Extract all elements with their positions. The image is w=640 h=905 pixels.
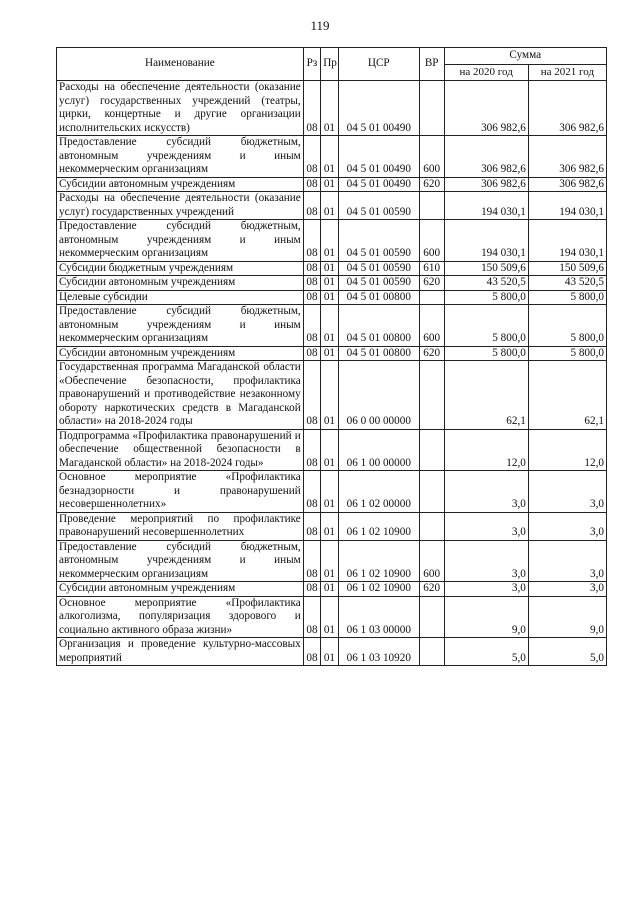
row-name: Предоставление субсидий бюджетным, автономным учреждениям и иным некоммерческим организациям xyxy=(57,305,304,347)
row-sum-2020: 3,0 xyxy=(444,512,528,540)
table-row xyxy=(57,305,607,347)
row-pr: 01 xyxy=(321,429,338,471)
row-rz: 08 xyxy=(303,638,320,666)
budget-table xyxy=(56,47,607,666)
row-sum-2020: 9,0 xyxy=(444,596,528,638)
row-pr: 01 xyxy=(321,346,338,361)
header-sum: Сумма xyxy=(444,48,606,65)
row-csr: 06 1 02 00000 xyxy=(338,471,419,513)
row-vr xyxy=(419,290,444,305)
row-pr: 01 xyxy=(321,290,338,305)
row-vr xyxy=(419,638,444,666)
table-row xyxy=(57,582,607,597)
header-rz: Рз xyxy=(303,48,320,81)
row-vr xyxy=(419,471,444,513)
row-csr: 06 1 03 10920 xyxy=(338,638,419,666)
row-rz: 08 xyxy=(303,471,320,513)
row-pr: 01 xyxy=(321,192,338,220)
row-pr: 01 xyxy=(321,596,338,638)
row-vr xyxy=(419,361,444,430)
row-sum-2020: 62,1 xyxy=(444,361,528,430)
row-vr xyxy=(419,192,444,220)
table-row xyxy=(57,361,607,430)
row-name: Субсидии автономным учреждениям xyxy=(57,346,304,361)
page-number: 119 xyxy=(310,18,330,33)
row-vr: 600 xyxy=(419,305,444,347)
row-rz: 08 xyxy=(303,290,320,305)
row-sum-2020: 43 520,5 xyxy=(444,276,528,291)
row-csr: 04 5 01 00800 xyxy=(338,305,419,347)
row-name: Основное мероприятие «Профилактика безнадзорности и правонарушений несовершеннолетних» xyxy=(57,471,304,513)
row-vr: 620 xyxy=(419,582,444,597)
row-csr: 06 0 00 00000 xyxy=(338,361,419,430)
row-name: Подпрограмма «Профилактика правонарушений и обеспечение общественной безопасности в Магаданской области» на 2018-2024 годы» xyxy=(57,429,304,471)
row-name: Предоставление субсидий бюджетным, автономным учреждениям и иным некоммерческим организациям xyxy=(57,220,304,262)
row-vr xyxy=(419,429,444,471)
row-sum-2020: 5 800,0 xyxy=(444,305,528,347)
row-pr: 01 xyxy=(321,582,338,597)
table-row xyxy=(57,220,607,262)
row-name: Субсидии бюджетным учреждениям xyxy=(57,261,304,276)
table-row xyxy=(57,540,607,582)
row-rz: 08 xyxy=(303,192,320,220)
row-name: Государственная программа Магаданской области «Обеспечение безопасности, профилактика правонарушений и противодействие незаконному обороту наркотических средств в Магаданской области» на 2018-2024 годы xyxy=(57,361,304,430)
row-csr: 06 1 03 00000 xyxy=(338,596,419,638)
table-row xyxy=(57,346,607,361)
table-row xyxy=(57,177,607,192)
row-sum-2020: 5 800,0 xyxy=(444,346,528,361)
row-rz: 08 xyxy=(303,81,320,136)
row-sum-2021: 150 509,6 xyxy=(528,261,606,276)
table-row xyxy=(57,596,607,638)
row-sum-2021: 43 520,5 xyxy=(528,276,606,291)
header-vr: ВР xyxy=(419,48,444,81)
row-name: Предоставление субсидий бюджетным, автономным учреждениям и иным некоммерческим организациям xyxy=(57,540,304,582)
row-vr xyxy=(419,81,444,136)
row-sum-2021: 9,0 xyxy=(528,596,606,638)
row-sum-2020: 306 982,6 xyxy=(444,177,528,192)
row-sum-2021: 306 982,6 xyxy=(528,81,606,136)
row-rz: 08 xyxy=(303,582,320,597)
row-name: Целевые субсидии xyxy=(57,290,304,305)
row-name: Основное мероприятие «Профилактика алкоголизма, популяризация здорового и социально активного образа жизни» xyxy=(57,596,304,638)
table-row xyxy=(57,429,607,471)
row-vr: 600 xyxy=(419,540,444,582)
row-vr: 620 xyxy=(419,276,444,291)
row-sum-2020: 3,0 xyxy=(444,582,528,597)
row-sum-2021: 194 030,1 xyxy=(528,220,606,262)
header-csr: ЦСР xyxy=(338,48,419,81)
header-name: Наименование xyxy=(57,48,304,81)
row-sum-2021: 5 800,0 xyxy=(528,290,606,305)
row-sum-2020: 306 982,6 xyxy=(444,81,528,136)
row-vr: 610 xyxy=(419,261,444,276)
row-sum-2021: 3,0 xyxy=(528,540,606,582)
row-pr: 01 xyxy=(321,177,338,192)
row-sum-2021: 3,0 xyxy=(528,582,606,597)
table-row xyxy=(57,276,607,291)
header-year-2021: на 2021 год xyxy=(528,65,606,81)
row-csr: 04 5 01 00490 xyxy=(338,81,419,136)
row-pr: 01 xyxy=(321,471,338,513)
table-row xyxy=(57,81,607,136)
row-sum-2021: 306 982,6 xyxy=(528,136,606,178)
row-csr: 04 5 01 00800 xyxy=(338,290,419,305)
row-vr xyxy=(419,512,444,540)
row-sum-2021: 194 030,1 xyxy=(528,192,606,220)
row-name: Расходы на обеспечение деятельности (оказание услуг) государственных учреждений (театры, цирки, концертные и другие организации исполнительских искусств) xyxy=(57,81,304,136)
row-sum-2020: 194 030,1 xyxy=(444,220,528,262)
row-csr: 06 1 00 00000 xyxy=(338,429,419,471)
row-name: Расходы на обеспечение деятельности (оказание услуг) государственных учреждений xyxy=(57,192,304,220)
row-csr: 04 5 01 00490 xyxy=(338,177,419,192)
row-sum-2021: 5,0 xyxy=(528,638,606,666)
row-rz: 08 xyxy=(303,261,320,276)
row-sum-2020: 150 509,6 xyxy=(444,261,528,276)
row-rz: 08 xyxy=(303,276,320,291)
row-csr: 04 5 01 00590 xyxy=(338,220,419,262)
row-pr: 01 xyxy=(321,220,338,262)
row-pr: 01 xyxy=(321,305,338,347)
row-rz: 08 xyxy=(303,540,320,582)
table-row xyxy=(57,512,607,540)
row-pr: 01 xyxy=(321,276,338,291)
table-row xyxy=(57,290,607,305)
row-sum-2021: 5 800,0 xyxy=(528,346,606,361)
row-sum-2020: 194 030,1 xyxy=(444,192,528,220)
row-vr: 620 xyxy=(419,346,444,361)
row-rz: 08 xyxy=(303,305,320,347)
row-csr: 04 5 01 00490 xyxy=(338,136,419,178)
row-csr: 06 1 02 10900 xyxy=(338,540,419,582)
row-vr: 620 xyxy=(419,177,444,192)
row-csr: 06 1 02 10900 xyxy=(338,582,419,597)
row-pr: 01 xyxy=(321,361,338,430)
row-pr: 01 xyxy=(321,512,338,540)
row-name: Предоставление субсидий бюджетным, автономным учреждениям и иным некоммерческим организациям xyxy=(57,136,304,178)
row-pr: 01 xyxy=(321,540,338,582)
row-sum-2020: 5 800,0 xyxy=(444,290,528,305)
row-name: Субсидии автономным учреждениям xyxy=(57,582,304,597)
row-pr: 01 xyxy=(321,81,338,136)
table-row xyxy=(57,261,607,276)
header-pr: Пр xyxy=(321,48,338,81)
row-rz: 08 xyxy=(303,346,320,361)
row-name: Субсидии автономным учреждениям xyxy=(57,276,304,291)
row-pr: 01 xyxy=(321,136,338,178)
row-vr: 600 xyxy=(419,220,444,262)
row-vr xyxy=(419,596,444,638)
row-pr: 01 xyxy=(321,261,338,276)
row-sum-2021: 3,0 xyxy=(528,512,606,540)
row-rz: 08 xyxy=(303,361,320,430)
row-rz: 08 xyxy=(303,136,320,178)
row-rz: 08 xyxy=(303,177,320,192)
table-row xyxy=(57,638,607,666)
row-rz: 08 xyxy=(303,596,320,638)
header-year-2020: на 2020 год xyxy=(444,65,528,81)
row-sum-2020: 5,0 xyxy=(444,638,528,666)
row-sum-2021: 306 982,6 xyxy=(528,177,606,192)
table-row xyxy=(57,192,607,220)
row-sum-2021: 12,0 xyxy=(528,429,606,471)
row-rz: 08 xyxy=(303,220,320,262)
row-csr: 06 1 02 10900 xyxy=(338,512,419,540)
row-name: Организация и проведение культурно-массовых мероприятий xyxy=(57,638,304,666)
row-name: Проведение мероприятий по профилактике правонарушений несовершеннолетних xyxy=(57,512,304,540)
row-csr: 04 5 01 00590 xyxy=(338,192,419,220)
row-sum-2021: 62,1 xyxy=(528,361,606,430)
row-sum-2021: 3,0 xyxy=(528,471,606,513)
row-sum-2020: 12,0 xyxy=(444,429,528,471)
row-csr: 04 5 01 00800 xyxy=(338,346,419,361)
table-body xyxy=(57,81,607,666)
table-row xyxy=(57,136,607,178)
row-csr: 04 5 01 00590 xyxy=(338,261,419,276)
row-vr: 600 xyxy=(419,136,444,178)
row-csr: 04 5 01 00590 xyxy=(338,276,419,291)
row-sum-2020: 3,0 xyxy=(444,471,528,513)
row-sum-2020: 3,0 xyxy=(444,540,528,582)
row-sum-2020: 306 982,6 xyxy=(444,136,528,178)
row-rz: 08 xyxy=(303,512,320,540)
row-name: Субсидии автономным учреждениям xyxy=(57,177,304,192)
row-pr: 01 xyxy=(321,638,338,666)
table-row xyxy=(57,471,607,513)
row-sum-2021: 5 800,0 xyxy=(528,305,606,347)
row-rz: 08 xyxy=(303,429,320,471)
